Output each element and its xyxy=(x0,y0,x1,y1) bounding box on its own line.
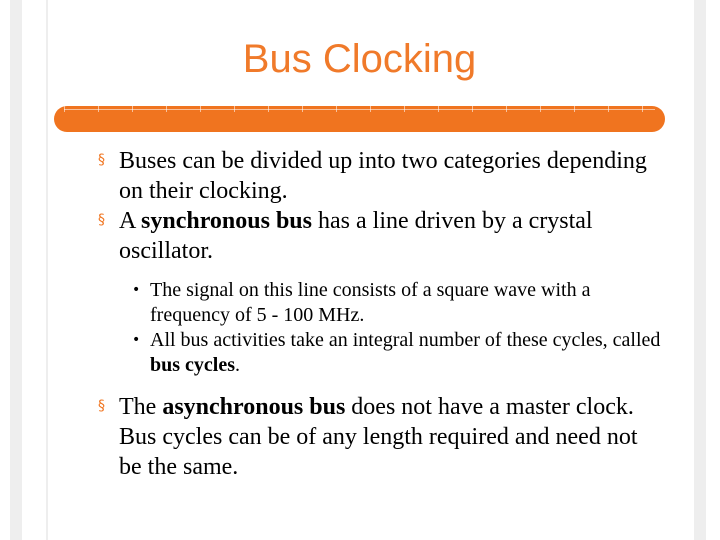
bullet-item xyxy=(98,392,664,482)
sub-bullet-item xyxy=(132,328,664,378)
title-underline-bar xyxy=(54,106,665,132)
bullet-item xyxy=(98,206,664,266)
bullet-item xyxy=(98,146,664,206)
sub-bullet-text: The signal on this line consists of a square wave with a frequency of 5 - 100 MHz. xyxy=(150,279,591,326)
sub-bullet-term: bus cycles xyxy=(150,354,235,376)
dot-bullet-icon: • xyxy=(132,332,141,348)
bullet-text: has a line driven by a crystal oscillator. xyxy=(119,208,593,264)
bullet-term: synchronous bus xyxy=(141,208,312,234)
bullet-text: A xyxy=(119,208,142,234)
bullet-term: asynchronous bus xyxy=(162,394,346,420)
bullet-list xyxy=(98,146,664,482)
bullet-text: Buses can be divided up into two categories depending on their clocking. xyxy=(119,148,647,204)
square-bullet-icon: § xyxy=(98,398,105,414)
sub-bullet-item xyxy=(132,278,664,328)
dot-bullet-icon: • xyxy=(132,282,141,298)
square-bullet-icon: § xyxy=(98,212,105,228)
slide-title: Bus Clocking xyxy=(242,37,477,81)
square-bullet-icon: § xyxy=(98,152,105,168)
sub-bullet-text: All bus activities take an integral number of these cycles, called xyxy=(150,329,661,351)
sub-bullet-text: . xyxy=(235,354,240,376)
bullet-text: does not have a master clock. Bus cycles can be of any length required and need not be the same. xyxy=(119,394,638,480)
bullet-text: The xyxy=(119,394,163,420)
title-bar-rule xyxy=(64,109,655,110)
